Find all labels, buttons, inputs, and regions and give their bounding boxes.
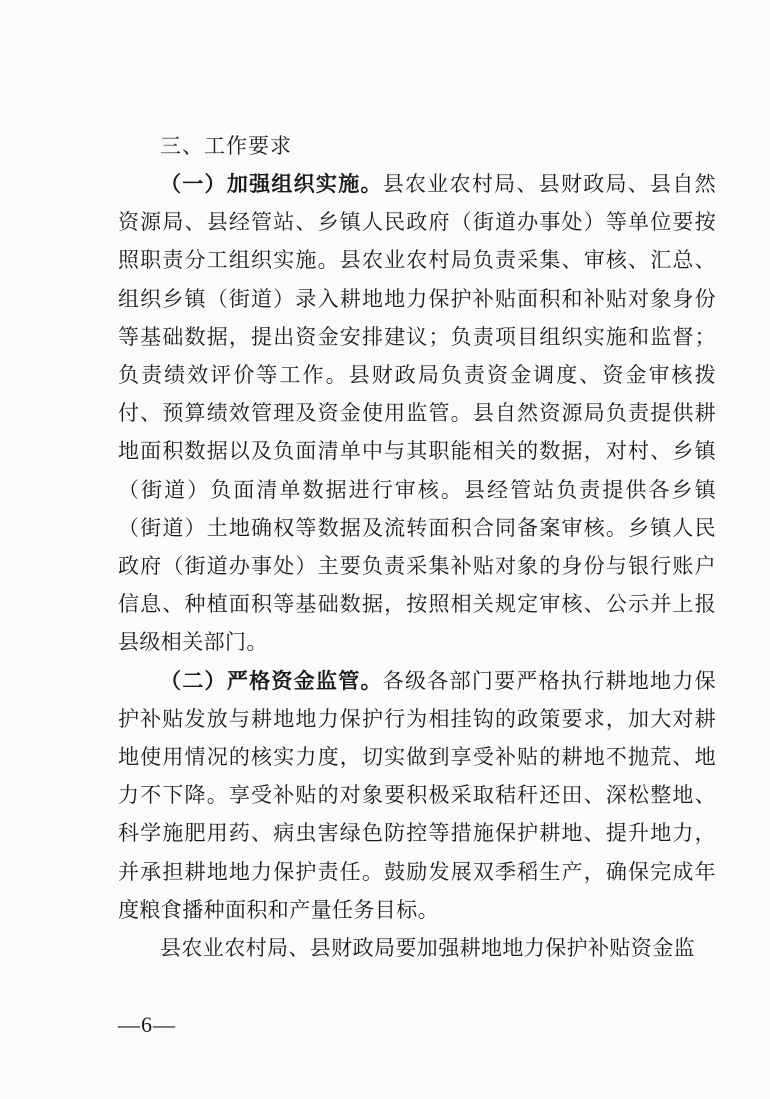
paragraph-organization [118,165,716,662]
section-heading: 三、工作要求 [160,134,292,158]
paragraph-lead-organization: （一）加强组织实施。 [160,172,383,196]
page-content [118,128,716,967]
paragraph-continued [118,929,716,967]
paragraph-lead-fund-supervision: （二）严格资金监管。 [160,668,383,693]
paragraph-body-organization: 县农业农村局、县财政局、县自然资源局、县经管站、乡镇人民政府（街道办事处）等单位要按照职责分工组织实施。县农业农村局负责采集、审核、汇总、组织乡镇（街道）录入耕地地力保护补贴面积和补贴对象身份等基础数据，提出资金安排建议；负责项目组织实施和监督；负责绩效评价等工作。县财政局负责资金调度、资金审核拨付、预算绩效管理及资金使用监管。县自然资源局负责提供耕地面积数据以及负面清单中与其职能相关的数据，对村、乡镇（街道）负面清单数据进行审核。县经管站负责提供各乡镇（街道）土地确权等数据及流转面积合同备案审核。乡镇人民政府（街道办事处）主要负责采集补贴对象的身份与银行账户信息、种植面积等基础数据，按照相关规定审核、公示并上报县级相关部门。 [118,172,716,655]
paragraph-body-continued: 县农业农村局、县财政局要加强耕地地力保护补贴资金监 [160,936,695,961]
paragraph-fund-supervision [118,662,716,929]
paragraph-body-fund-supervision: 各级各部门要严格执行耕地地力保护补贴发放与耕地地力保护行为相挂钩的政策要求，加大对耕地使用情况的核实力度，切实做到享受补贴的耕地不抛荒、地力不下降。享受补贴的对象要积极采取秸秆还田、深松整地、科学施肥用药、病虫害绿色防控等措施保护耕地、提升地力，并承担耕地地力保护责任。鼓励发展双季稻生产，确保完成年度粮食播种面积和产量任务目标。 [118,668,716,922]
page-number: —6— [118,1012,176,1037]
